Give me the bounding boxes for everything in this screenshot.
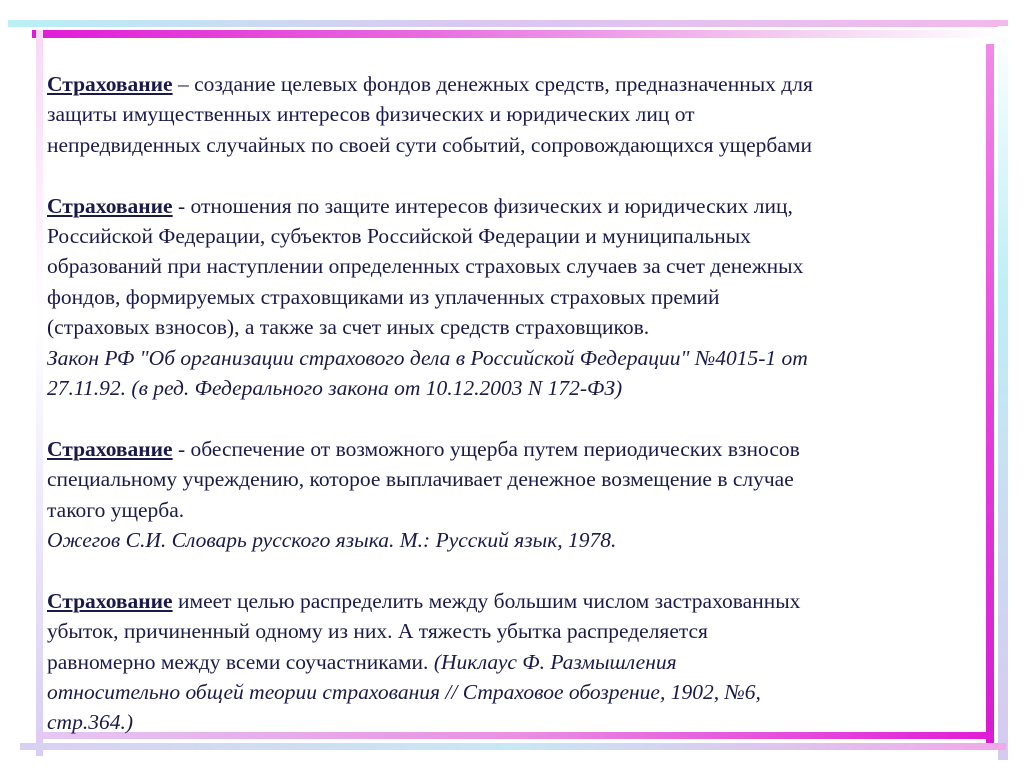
definition-3-line-3: такого ущерба. xyxy=(47,497,185,522)
definition-4-term: Страхование xyxy=(47,588,173,613)
definition-3-line-2: специальному учреждению, которое выплачивает денежное возмещение в случае xyxy=(47,467,794,492)
definition-4-line-1: Страхование имеет целью распределить между большим числом застрахованных xyxy=(47,588,801,613)
definition-3 xyxy=(47,434,982,556)
definition-2-line-4: фондов, формируемых страховщиками из уплаченных страховых премий xyxy=(47,284,720,309)
definition-2-source-line-2: 27.11.92. (в ред. Федерального закона от 10.12.2003 N 172-ФЗ) xyxy=(47,376,623,401)
definition-2-line-3: образований при наступлении определенных страховых случаев за счет денежных xyxy=(47,254,804,279)
definition-1-line-3: непредвиденных случайных по своей сути событий, сопровождающихся ущербами xyxy=(47,132,813,157)
definition-2-source-line-1: Закон РФ "Об организации страхового дела в Российской Федерации" №4015-1 от xyxy=(47,345,808,370)
frame-top-inner-bar xyxy=(32,30,1000,38)
definition-2-line-1: Страхование - отношения по защите интересов физических и юридических лиц, xyxy=(47,193,793,218)
definition-4-source-line-2: относительно общей теории страхования // Страховое обозрение, 1902, №6, xyxy=(47,680,761,705)
definition-4-source-line-3: стр.364.) xyxy=(47,710,133,735)
definition-4-line-2: убыток, причиненный одному из них. А тяжесть убытка распределяется xyxy=(47,619,708,644)
definition-3-source-line-1: Ожегов С.И. Словарь русского языка. М.: Русский язык, 1978. xyxy=(47,528,617,553)
definition-1-line-2: защиты имущественных интересов физических и юридических лиц от xyxy=(47,102,695,127)
definition-2-term: Страхование xyxy=(47,193,173,218)
frame-top-outer-bar xyxy=(8,20,1008,27)
frame-left-bar xyxy=(36,30,43,756)
frame-right-outer-bar xyxy=(998,26,1008,760)
definition-1 xyxy=(47,69,982,160)
definition-2-line-5: (страховых взносов), а также за счет иных средств страховщиков. xyxy=(47,315,650,340)
definition-2-line-2: Российской Федерации, субъектов Российской Федерации и муниципальных xyxy=(47,224,751,249)
definition-1-term: Страхование xyxy=(47,72,173,96)
definition-3-term: Страхование xyxy=(47,436,173,461)
definition-4-source-line-1: (Никлаус Ф. Размышления xyxy=(433,649,677,674)
definition-1-line-1: Страхование – создание целевых фондов денежных средств, предназначенных для xyxy=(47,72,813,96)
slide-content xyxy=(47,69,982,768)
definition-4-line-3: равномерно между всеми соучастниками. (Никлаус Ф. Размышления xyxy=(47,649,677,674)
definition-3-line-1: Страхование - обеспечение от возможного ущерба путем периодических взносов xyxy=(47,436,800,461)
definition-4 xyxy=(47,586,982,738)
frame-right-inner-bar xyxy=(986,44,994,750)
definition-2 xyxy=(47,191,982,404)
